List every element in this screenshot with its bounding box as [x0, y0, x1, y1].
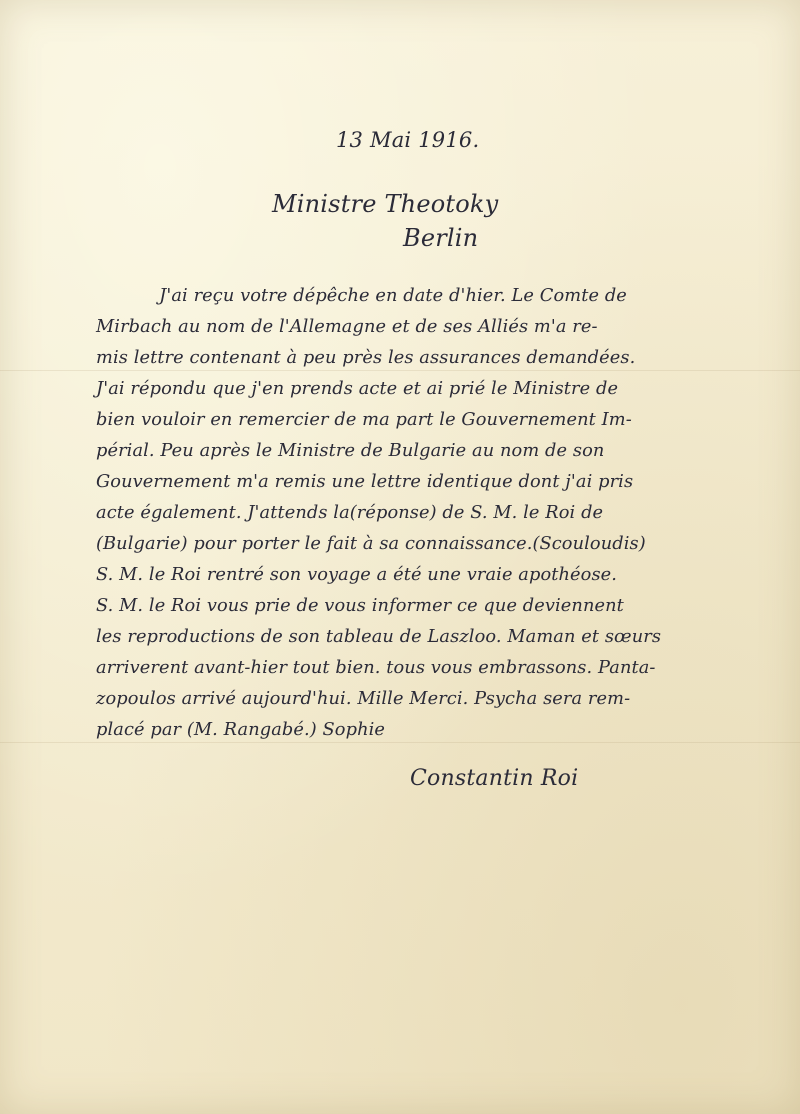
letter-line: acte également. J'attends la(réponse) de S. M. le Roi de: [96, 502, 604, 523]
letter-line: Gouvernement m'a remis une lettre identique dont j'ai pris: [96, 471, 634, 492]
letter-date: 13 Mai 1916.: [336, 128, 480, 152]
letter-body: [96, 280, 716, 745]
letter-line: bien vouloir en remercier de ma part le Gouvernement Im-: [96, 409, 632, 430]
letter-line: J'ai reçu votre dépêche en date d'hier. Le Comte de: [159, 285, 627, 306]
letter-line: Mirbach au nom de l'Allemagne et de ses Alliés m'a re-: [96, 316, 598, 337]
letter-addressee: Ministre Theotoky: [272, 190, 499, 218]
letter-line: mis lettre contenant à peu près les assurances demandées.: [96, 347, 636, 368]
letter-signature: Constantin Roi: [410, 766, 579, 791]
letter-line: zopoulos arrivé aujourd'hui. Mille Merci. Psycha sera rem-: [96, 688, 631, 709]
letter-line: S. M. le Roi vous prie de vous informer ce que deviennent: [96, 595, 624, 616]
letter-line: J'ai répondu que j'en prends acte et ai prié le Ministre de: [96, 378, 619, 399]
letter-line: S. M. le Roi rentré son voyage a été une vraie apothéose.: [96, 564, 618, 585]
letter-city: Berlin: [403, 224, 479, 252]
letter-line: (Bulgarie) pour porter le fait à sa connaissance.(Scouloudis): [96, 533, 646, 554]
letter-line: arriverent avant-hier tout bien. tous vous embrassons. Panta-: [96, 657, 656, 678]
letter-line: les reproductions de son tableau de Laszloo. Maman et sœurs: [96, 626, 662, 647]
letter-line: périal. Peu après le Ministre de Bulgarie au nom de son: [96, 440, 605, 461]
letter-line: placé par (M. Rangabé.) Sophie: [96, 719, 386, 740]
